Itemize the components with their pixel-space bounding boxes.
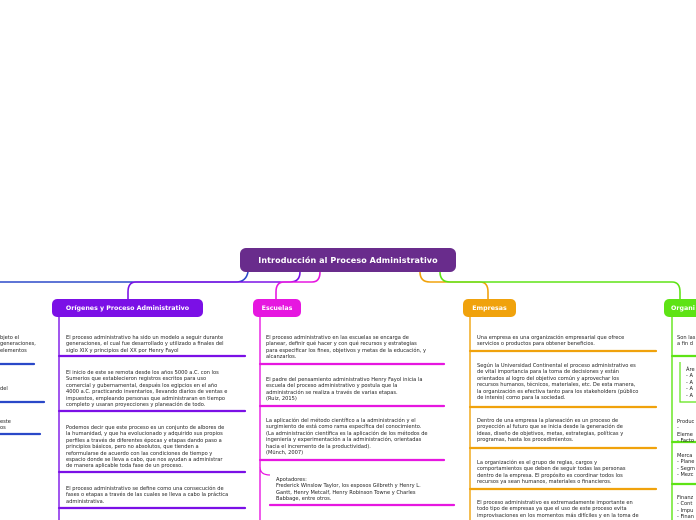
branch-escuelas[interactable]: Escuelas — [253, 299, 301, 317]
note-empresas-4[interactable]: La organización es el grupo de reglas, cargos y comportamientos que deben de seguir todas las personas dentro de la empresa. El propósito es coordinar todos los recursos ya sean humanos, materiales o financieros. — [477, 460, 626, 486]
note-empresas-1[interactable]: Una empresa es una organización empresarial que ofrece servicios o productos para obtener beneficios. — [477, 335, 625, 348]
note-organi-3[interactable]: Produc - Eleme - Facto — [677, 419, 695, 445]
note-escuelas-4[interactable]: Apotadores: Frederick Winslow Taylor, los esposos Gilbreth y Henry L. Gantt, Henry Metcalf, Henry Robinson Towne y Charles Babbage, entre otros. — [276, 477, 421, 503]
branch-organizaciones[interactable]: Organi — [664, 299, 696, 317]
note-escuelas-2[interactable]: El padre del pensamiento administrativo Henry Fayol inicia la escuela del proceso administrativo y postula que la administración se realiza a través de varias etapas. (Ruiz, 2015) — [266, 377, 423, 403]
note-origenes-4[interactable]: El proceso administrativo se define como una consecución de fases o etapas a través de las cuales se lleva a cabo la práctica administrativa. — [66, 486, 229, 505]
root-topic[interactable]: Introducción al Proceso Administrativo — [240, 248, 456, 272]
note-origenes-2[interactable]: El inicio de este se remota desde los años 5000 a.C. con los Sumerios que establecieron registros escritos para uso comercial y gubernamental, después los egipcios en el año 4000 a.C. practicando inventarios, llevando diarios de ventas e impuestos, empleando personas que administraran en tiempo completo y usaran proyecciones y planeación de todo. — [66, 370, 228, 409]
connector-left-offscreen — [0, 272, 248, 282]
branch-origenes[interactable]: Orígenes y Proceso Administrativo — [52, 299, 203, 317]
left-partial-note-2[interactable]: del — [0, 386, 8, 392]
connector-organi — [440, 272, 680, 300]
note-escuelas-1[interactable]: El proceso administrativo en las escuelas se encarga de planear, definir qué hacer y con qué recursos y estrategias para especificar los fines, objetivos y metas de la educación, y alcanzarlos. — [266, 335, 426, 361]
note-escuelas-3[interactable]: La aplicación del método científico a la administración y el surgimiento de está como rama específica del conocimiento. (La administración científica es la aplicación de los métodos de ingeniería y experimentación a la administración, orientadas hacia el incremento de la productividad). (Münch, 2007) — [266, 418, 428, 457]
note-empresas-2[interactable]: Según la Universidad Continental el proceso administrativo es de vital importancia para la toma de decisiones y están orientados al logro del objetivo común y aprovechar los recursos humanos, técnicos, materiales, etc. De esta manera, la organización es efectiva tanto para los stakeholders (público de interés) como para la sociedad. — [477, 363, 639, 402]
connector-escuelas — [276, 272, 320, 300]
connector-origenes — [128, 272, 300, 300]
connector-empresas — [420, 272, 488, 300]
note-empresas-3[interactable]: Dentro de una empresa la planeación es un proceso de proyección al futuro que se inicia desde la generación de ideas, diseño de objetivos, metas, estrategias, políticas y programas, hasta los procedimientos. — [477, 418, 624, 444]
note-origenes-1[interactable]: El proceso administrativo ha sido un modelo a seguir durante generaciones, el cual fue desarrollado y utilizado a finales del siglo XIX y principios del XX por Henry Fayol — [66, 335, 224, 354]
sub-connector-escuelas — [260, 467, 270, 475]
note-origenes-3[interactable]: Podemos decir que este proceso es un conjunto de albores de la humanidad, y que ha evolucionado y adquirido sus propios perfiles a través de diferentes épocas y etapas dando paso a principios básicos, pero no absolutos, que tienden a reformularse de acuerdo con las condiciones de tiempo y espacio donde se lleva a cabo, que nos ayudan a administrar de manera aplicable toda fase de un proceso. — [66, 425, 225, 470]
note-empresas-5[interactable]: El proceso administrativo es extremadamente importante en todo tipo de empresas ya que el uso de este proceso evita improvisaciones en los momentos más difíciles y en la toma de — [477, 500, 639, 519]
branch-empresas[interactable]: Empresas — [463, 299, 516, 317]
note-organi-5[interactable]: Finanz - Cont - Impu - Finan — [677, 495, 695, 520]
left-partial-note-1[interactable]: bjeto el generaciones, elementos — [0, 335, 36, 354]
note-organi-2[interactable]: Áre - A - A - A - A — [686, 367, 695, 399]
note-organi-4[interactable]: Merca - Plane - Segm - Mezc — [677, 453, 696, 479]
left-partial-note-3[interactable]: este os — [0, 419, 11, 432]
note-organi-1[interactable]: Son las a fin d — [677, 335, 696, 348]
